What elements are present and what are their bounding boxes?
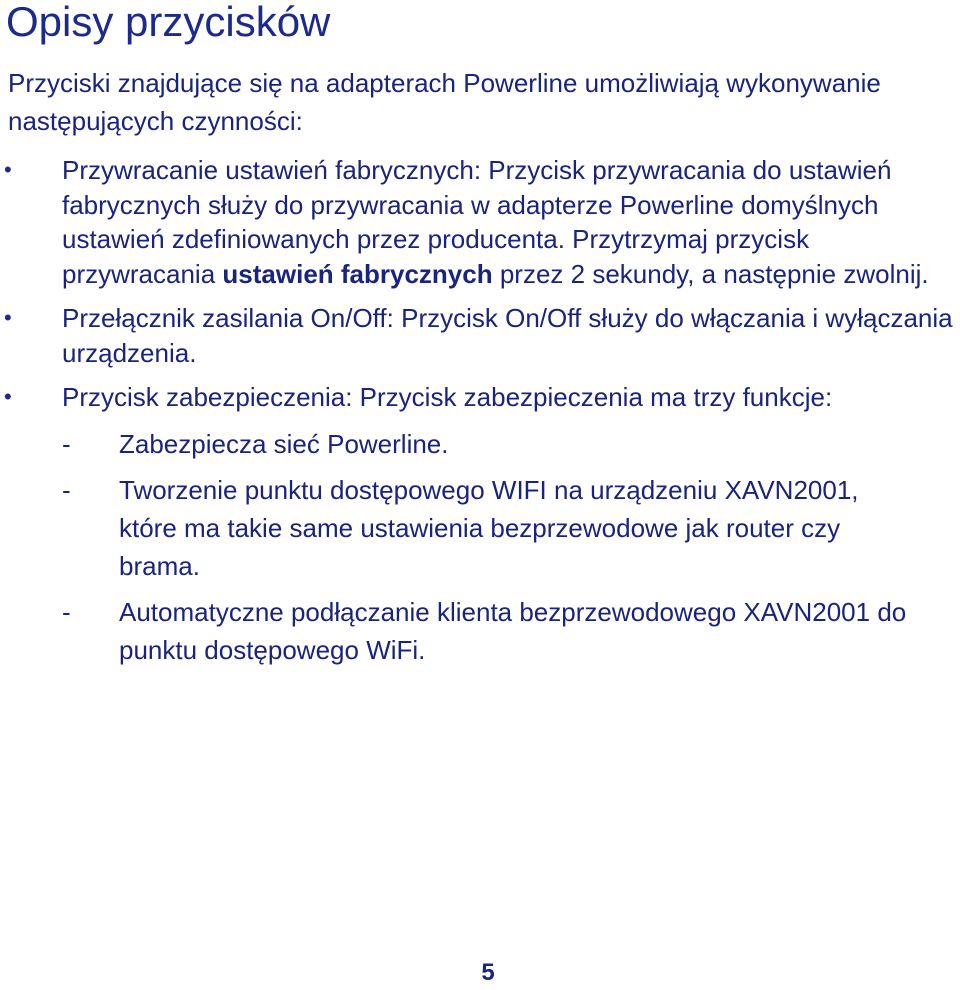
- page-number: 5: [481, 959, 495, 986]
- dash-marker: -: [62, 428, 71, 459]
- sublist-item: [62, 471, 909, 585]
- sublist-item-text: Automatyczne podłączanie klienta bezprzewodowego XAVN2001 do punktu dostępowego WiFi.: [119, 596, 907, 665]
- dash-marker: -: [62, 596, 71, 627]
- sublist-item-text: Tworzenie punktu dostępowego WIFI na urządzeniu XAVN2001, które ma takie same ustawienia bezprzewodowe jak router czy brama.: [119, 474, 859, 581]
- sublist-item: [62, 593, 909, 669]
- bullet-security-button-text: Przycisk zabezpieczenia: Przycisk zabezpieczenia ma trzy funkcje:: [62, 382, 833, 412]
- bullet-power-switch-text: Przełącznik zasilania On/Off: Przycisk On/Off służy do włączania i wyłączania urządzenia.: [62, 303, 953, 368]
- intro-paragraph: Przyciski znajdujące się na adapterach Powerline umożliwiają wykonywanie następujących czynności:: [8, 68, 881, 136]
- sublist-item-text: Zabezpiecza sieć Powerline.: [119, 428, 449, 459]
- bullet-icon: •: [4, 305, 12, 330]
- page-title: Opisy przycisków: [6, 0, 331, 45]
- bullet-factory-reset-bold: ustawień fabrycznych: [222, 258, 493, 289]
- sublist-item: [62, 425, 909, 463]
- bullet-power-switch: [0, 301, 957, 370]
- bullet-factory-reset-text-end: przez 2 sekundy, a następnie zwolnij.: [492, 258, 929, 289]
- bullet-factory-reset: [0, 153, 957, 291]
- bullet-icon: •: [4, 384, 12, 409]
- bullet-icon: •: [4, 157, 12, 182]
- dash-marker: -: [62, 474, 71, 505]
- bullet-factory-reset-text: Przywracanie ustawień fabrycznych: Przycisk przywracania do ustawień fabrycznych służy do przywracania w adapterze Powerline domyślnych ustawień zdefiniowanych przez producenta. Przytrzymaj przycisk przywracania: [62, 155, 892, 289]
- security-functions-list: [62, 425, 957, 669]
- button-descriptions-list: [0, 153, 960, 679]
- bullet-security-button: [0, 380, 957, 669]
